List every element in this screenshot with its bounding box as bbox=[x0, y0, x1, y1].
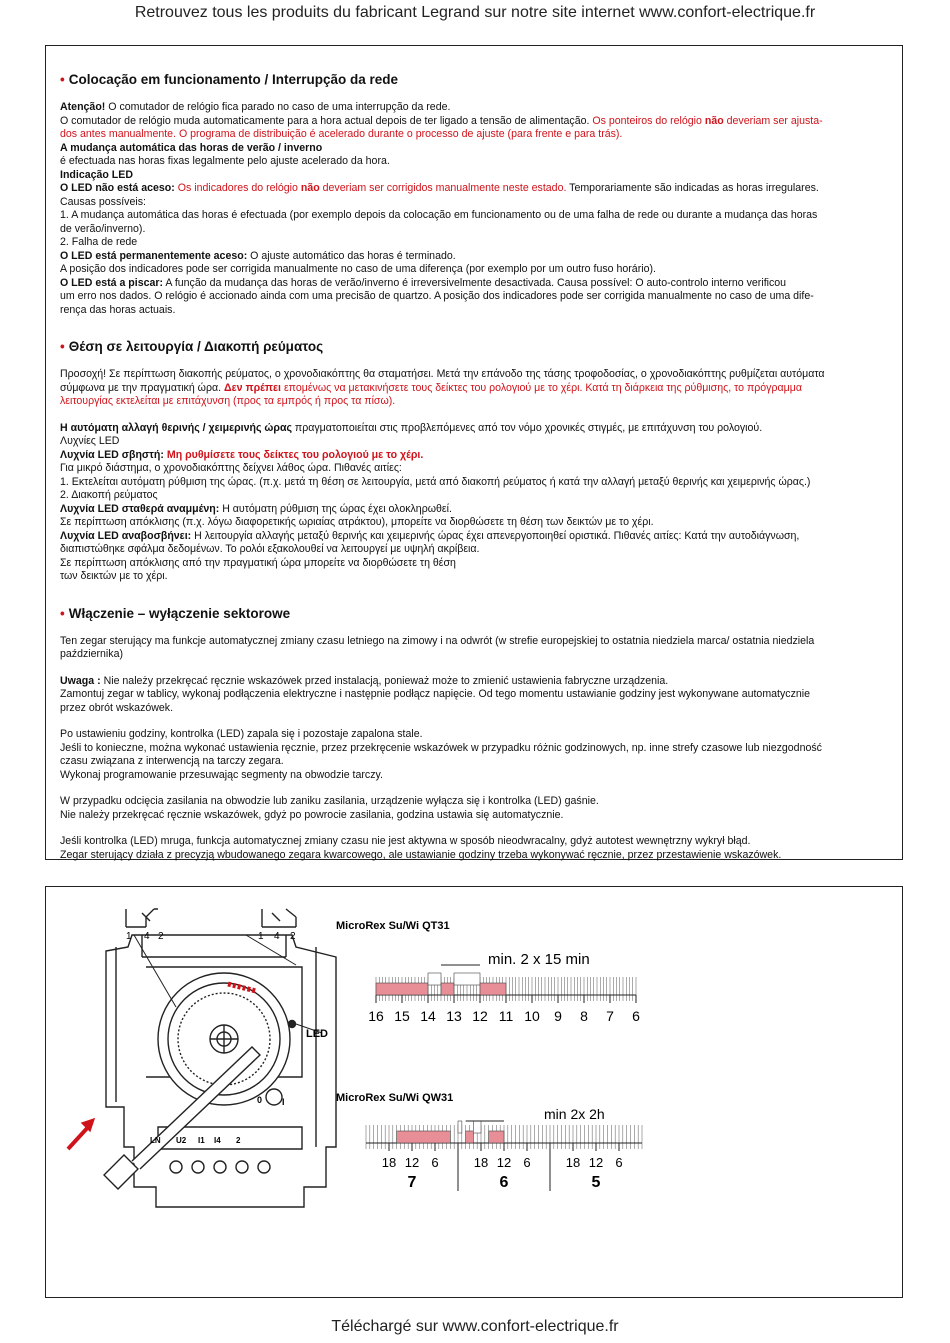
led-label: LED bbox=[306, 1028, 328, 1040]
text-run: Λυχνίες LED bbox=[60, 435, 120, 447]
bottom-terminal-label: U2 bbox=[176, 1136, 187, 1145]
text-run: 2. Falha de rede bbox=[60, 236, 138, 248]
text-line bbox=[60, 382, 888, 396]
text-line bbox=[60, 702, 888, 716]
text-run: é efectuada nas horas fixas legalmente pelo ajuste acelerado da hora. bbox=[60, 155, 390, 167]
qt31-hour-label: 8 bbox=[580, 1008, 588, 1024]
bullet-icon: • bbox=[60, 72, 65, 87]
qw31-hour-label: 6 bbox=[431, 1155, 439, 1170]
text-line bbox=[60, 503, 888, 517]
paragraph-gap bbox=[60, 715, 888, 728]
text-run: Nie należy przekręcać ręcznie wskazówek, gdyż po powrocie zasilania, godzina ustawia się automatycznie. bbox=[60, 808, 564, 821]
qt31-hour-label: 13 bbox=[446, 1008, 462, 1024]
qt31-hour-label: 9 bbox=[554, 1008, 562, 1024]
text-run: Ten zegar sterujący ma funkcje automatycznej zmiany czasu letniego na zimowy i na odwrót (w strefie europejskiej to ostatnia niedziela marca/ ostatnia niedziela bbox=[60, 634, 815, 647]
qt31-annotation: min. 2 x 15 min bbox=[488, 951, 590, 968]
qw31-segment bbox=[397, 1131, 451, 1143]
knob-label: I bbox=[282, 1097, 285, 1107]
text-run: października) bbox=[60, 648, 124, 660]
qt31-hour-label: 12 bbox=[472, 1008, 488, 1024]
text-line bbox=[60, 489, 888, 503]
paragraph-gap bbox=[60, 822, 888, 835]
text-line bbox=[60, 250, 888, 264]
terminal-label: 4 bbox=[274, 931, 280, 942]
text-run: O ajuste automático das horas é terminado. bbox=[247, 249, 456, 262]
bottom-terminal-label: LN bbox=[150, 1136, 161, 1145]
text-line bbox=[60, 849, 888, 863]
qt31-segment bbox=[376, 983, 428, 995]
text-line bbox=[60, 688, 888, 702]
qt31-hour-label: 14 bbox=[420, 1008, 436, 1024]
text-run: um erro nos dados. O relógio é accionado ainda com uma precisão de quartzo. A posição dos indicadores pode ser corrigida manualmente no caso de uma dife- bbox=[60, 290, 814, 302]
terminal-label: 1 bbox=[258, 931, 264, 942]
qw31-hour-label: 18 bbox=[565, 1155, 581, 1170]
text-line bbox=[60, 182, 888, 196]
text-line bbox=[60, 236, 888, 250]
qt31-hour-label: 15 bbox=[394, 1008, 410, 1024]
qt31-title: MicroRex Su/Wi QT31 bbox=[336, 920, 450, 932]
text-line bbox=[60, 462, 888, 476]
text-line bbox=[60, 755, 888, 769]
qt31-segment bbox=[480, 983, 506, 995]
section-title: • Θέση σε λειτουργία / Διακοπή ρεύματος bbox=[60, 339, 324, 354]
text-run: Uwaga : bbox=[60, 674, 101, 687]
qt31-hour-label: 16 bbox=[368, 1008, 384, 1024]
paragraph-gap bbox=[60, 409, 888, 422]
text-run: 1. A mudança automática das horas é efectuada (por exemplo depois da colocação em funcionamento ou de uma falha de rede ou durante a mudança das horas bbox=[60, 209, 818, 221]
text-run: Η αυτόματη αλλαγή θερινής / χειμερινής ώρας bbox=[60, 421, 292, 434]
qw31-hour-label: 6 bbox=[523, 1155, 531, 1170]
text-run: Η λειτουργία αλλαγής μεταξύ θερινής και χειμερινής ώρας έχει απενεργοποιηθεί οριστικά. Πιθανές αιτίες: Κατά την αυτοδιάγνωση, bbox=[191, 529, 800, 542]
text-line bbox=[60, 476, 888, 490]
text-line bbox=[60, 769, 888, 783]
terminal-schematic-left bbox=[126, 909, 158, 927]
text-run: σύμφωνα με την πραγματική ώρα. bbox=[60, 381, 224, 394]
section-body bbox=[60, 101, 888, 317]
qw31-annotation: min 2x 2h bbox=[544, 1106, 605, 1122]
text-run: A função da mudança das horas de verão/inverno é irreversivelmente desactivada. Causa possível: O auto-controlo interno verificou bbox=[163, 276, 787, 289]
terminal-label: 2 bbox=[290, 931, 296, 942]
text-line bbox=[60, 809, 888, 823]
text-run: deveriam ser corrigidos manualmente neste estado. bbox=[319, 182, 567, 194]
qw31-segment bbox=[473, 1121, 481, 1133]
text-run: Jeśli to konieczne, można wykonać ustawienia ręcznie, przez przekręcenie wskazówek w przypadku różnic godzinowych, np. inne strefy czasowe lub niezgodność bbox=[60, 741, 822, 754]
text-run: não bbox=[704, 114, 724, 127]
text-line bbox=[60, 530, 888, 544]
qt31-segment bbox=[441, 983, 454, 995]
qw31-hour-label: 18 bbox=[473, 1155, 489, 1170]
qt31-hour-label: 10 bbox=[524, 1008, 540, 1024]
text-run: Η αυτόματη ρύθμιση της ώρας έχει ολοκληρωθεί. bbox=[219, 502, 452, 515]
terminal-label: 1 bbox=[126, 931, 132, 942]
text-run: dos antes manualmente. O programa de distribuição é acelerado durante o processo de ajuste (para frente e para trás). bbox=[60, 128, 623, 140]
qw31-day-label: 7 bbox=[407, 1174, 417, 1191]
text-line bbox=[60, 223, 888, 237]
text-line bbox=[60, 835, 888, 849]
qt31-scale bbox=[368, 965, 640, 1024]
section-greek bbox=[60, 339, 888, 584]
text-line bbox=[60, 742, 888, 756]
text-run: Σε περίπτωση απόκλισης από την πραγματική ώρα μπορείτε να διορθώσετε τη θέση bbox=[60, 556, 456, 569]
section-title: • Colocação em funcionamento / Interrupção da rede bbox=[60, 72, 399, 87]
text-run: Μη ρυθμίσετε τους δείκτες του ρολογιού με το χέρι. bbox=[166, 448, 424, 461]
section-body bbox=[60, 368, 888, 584]
text-line bbox=[60, 209, 888, 223]
text-run: não bbox=[300, 182, 320, 194]
text-line bbox=[60, 263, 888, 277]
text-line bbox=[60, 728, 888, 742]
text-run: Λυχνία LED αναβοσβήνει: bbox=[60, 529, 192, 542]
text-run: Δεν πρέπει bbox=[224, 381, 282, 394]
text-run: deveriam ser ajusta- bbox=[723, 114, 823, 127]
text-run: Λυχνία LED σβηστή: bbox=[60, 448, 164, 461]
bullet-icon: • bbox=[60, 605, 65, 621]
text-line bbox=[60, 155, 888, 169]
text-run: Temporariamente são indicadas as horas irregulares. bbox=[566, 182, 819, 194]
section-title: • Włączenie – wyłączenie sektorowe bbox=[60, 605, 291, 621]
qt31-hour-label: 6 bbox=[632, 1008, 640, 1024]
terminal-schematic-right bbox=[262, 909, 296, 927]
text-run: Zamontuj zegar w tablicy, wykonaj podłączenia elektryczne i następnie podłącz napięcie. Od tego momentu ustawianie godziny jest wykonywane automatycznie bbox=[60, 688, 811, 700]
text-run: de verão/inverno). bbox=[60, 222, 146, 235]
text-run: επομένως να μετακινήσετε τους δείκτες του ρολογιού με το χέρι. Κατά τη διάρκεια της ρύθμισης, το πρόγραμμα bbox=[281, 381, 802, 394]
section-body bbox=[60, 635, 888, 863]
text-line bbox=[60, 142, 888, 156]
timer-device-illustration bbox=[68, 909, 336, 1207]
text-line bbox=[60, 290, 888, 304]
qt31-segment bbox=[428, 973, 441, 985]
text-run: Atenção! bbox=[60, 101, 106, 113]
text-run: A posição dos indicadores pode ser corrigida manualmente no caso de uma diferença (por exemplo por um outro fuso horário). bbox=[60, 263, 656, 275]
qw31-hour-label: 18 bbox=[381, 1155, 397, 1170]
text-run: πραγματοποιείται στις προβλεπόμενες από τον νόμο χρονικές στιγμές, με επιτάχυνση του ρολογιού. bbox=[291, 421, 763, 434]
text-run: czasu związana z interwencją na tarczy zegara. bbox=[60, 755, 284, 767]
qw31-segment bbox=[466, 1131, 474, 1143]
paragraph-gap bbox=[60, 782, 888, 795]
text-run: Os indicadores do relógio bbox=[174, 182, 301, 194]
text-line bbox=[60, 169, 888, 183]
text-line bbox=[60, 516, 888, 530]
qt31-hour-label: 11 bbox=[498, 1008, 514, 1024]
text-run: Για μικρό διάστημα, ο χρονοδιακόπτης δείχνει λάθος ώρα. Πιθανές αιτίες: bbox=[60, 462, 402, 474]
text-line bbox=[60, 543, 888, 557]
qw31-day-label: 6 bbox=[499, 1174, 509, 1191]
text-run: przez obrót wskazówek. bbox=[60, 701, 174, 714]
text-run: 1. Εκτελείται αυτόματη ρύθμιση της ώρας. (π.χ. μετά τη θέση σε λειτουργία, μετά από διακοπή ρεύματος ή κατά την αλλαγή μεταξύ θερινής και χειμερινής ώρας.) bbox=[60, 475, 811, 488]
text-run: Indicação LED bbox=[60, 168, 133, 181]
text-line bbox=[60, 435, 888, 449]
knob-label: 0 bbox=[257, 1095, 263, 1105]
text-line bbox=[60, 648, 888, 662]
text-run: rença das horas actuais. bbox=[60, 303, 176, 316]
text-run: Zegar sterujący działa z precyzją wbudowanego zegara kwarcowego, ale ustawianie godziny trzeba wykonywać ręcznie, przez przestawienie wskazówek. bbox=[60, 848, 782, 861]
text-line bbox=[60, 101, 888, 115]
bullet-icon: • bbox=[60, 339, 65, 354]
paragraph-gap bbox=[60, 662, 888, 675]
text-line bbox=[60, 449, 888, 463]
text-line bbox=[60, 570, 888, 584]
qw31-hour-label: 12 bbox=[496, 1155, 512, 1170]
text-run: Λυχνία LED σταθερά αναμμένη: bbox=[60, 502, 220, 515]
text-run: Os ponteiros do relógio bbox=[592, 114, 705, 127]
qw31-hour-label: 6 bbox=[615, 1155, 623, 1170]
bottom-terminal-label: I4 bbox=[214, 1136, 221, 1145]
text-line bbox=[60, 557, 888, 571]
text-run: 2. Διακοπή ρεύματος bbox=[60, 489, 158, 501]
qw31-title: MicroRex Su/Wi QW31 bbox=[336, 1092, 454, 1104]
text-run: O LED não está aceso: bbox=[60, 182, 175, 194]
figure-svg bbox=[46, 887, 902, 1297]
instructions-panel bbox=[45, 45, 903, 860]
text-line bbox=[60, 675, 888, 689]
bottom-terminal-label: 2 bbox=[236, 1136, 241, 1145]
text-line bbox=[60, 422, 888, 436]
text-run: διαπιστώθηκε σφάλμα δεδομένων. Το ρολόι εξακολουθεί να λειτουργεί με υψηλή ακρίβεια. bbox=[60, 543, 480, 555]
text-run: των δεικτών με το χέρι. bbox=[60, 570, 168, 582]
section-portuguese bbox=[60, 72, 888, 317]
text-line bbox=[60, 128, 888, 142]
text-run: O LED está a piscar: bbox=[60, 276, 164, 289]
text-line bbox=[60, 395, 888, 409]
text-run: Σε περίπτωση απόκλισης (π.χ. λόγω διαφορετικής ωριαίας ατράκτου), μπορείτε να διορθώσετε τη θέση των δεικτών με το χέρι. bbox=[60, 516, 654, 528]
text-line bbox=[60, 304, 888, 318]
top-banner: Retrouvez tous les produits du fabricant Legrand sur notre site internet www.confort-electrique.fr bbox=[134, 4, 816, 21]
text-line bbox=[60, 277, 888, 291]
qw31-segment bbox=[458, 1121, 462, 1133]
text-line bbox=[60, 368, 888, 382]
qw31-segment bbox=[489, 1131, 504, 1143]
qw31-hour-label: 12 bbox=[404, 1155, 420, 1170]
text-run: λειτουργίας εκτελείται με επιτάχυνση (προς τα εμπρός ή προς τα πίσω). bbox=[60, 395, 396, 407]
qw31-day-label: 5 bbox=[591, 1174, 601, 1191]
qw31-scale bbox=[366, 1121, 642, 1191]
text-line bbox=[60, 115, 888, 129]
text-run: Causas possíveis: bbox=[60, 195, 146, 208]
qt31-hour-label: 7 bbox=[606, 1008, 614, 1024]
qw31-hour-label: 12 bbox=[588, 1155, 604, 1170]
text-run: Jeśli kontrolka (LED) mruga, funkcja automatycznej zmiany czasu nie jest aktywna w sposób nieodwracalny, gdyż autotest wewnętrzny wykrył błąd. bbox=[60, 835, 751, 847]
section-polish bbox=[60, 606, 888, 863]
text-run: O comutador de relógio fica parado no caso de uma interrupção da rede. bbox=[105, 101, 451, 113]
terminal-label: 4 bbox=[144, 931, 150, 942]
text-line bbox=[60, 795, 888, 809]
text-line bbox=[60, 196, 888, 210]
text-run: W przypadku odcięcia zasilania na obwodzie lub zaniku zasilania, urządzenie wyłącza się i kontrolka (LED) gaśnie. bbox=[60, 795, 599, 807]
text-run: A mudança automática das horas de verão / inverno bbox=[60, 141, 323, 154]
figure-panel bbox=[45, 886, 903, 1298]
text-run: O LED está permanentemente aceso: bbox=[60, 249, 248, 262]
text-run: Po ustawieniu godziny, kontrolka (LED) zapala się i pozostaje zapalona stale. bbox=[60, 728, 423, 740]
text-run: O comutador de relógio muda automaticamente para a hora actual depois de ter ligado a tensão de alimentação. bbox=[60, 114, 593, 127]
bottom-terminal-label: I1 bbox=[198, 1136, 205, 1145]
bottom-banner: Téléchargé sur www.confort-electrique.fr bbox=[331, 1318, 619, 1335]
text-run: Προσοχή! Σε περίπτωση διακοπής ρεύματος, ο χρονοδιακόπτης θα σταματήσει. Μετά την επάνοδο της τάσης τροφοδοσίας, ο χρονοδιακόπτης ρυθμίζεται αυτόματα bbox=[60, 368, 825, 380]
terminal-label: 2 bbox=[158, 931, 164, 942]
text-run: Nie należy przekręcać ręcznie wskazówek przed instalacją, ponieważ może to zmienić ustawienia fabryczne urządzenia. bbox=[100, 674, 669, 687]
text-line bbox=[60, 635, 888, 649]
qt31-segment bbox=[454, 973, 480, 985]
text-run: Wykonaj programowanie przesuwając segmenty na obwodzie tarczy. bbox=[60, 768, 383, 781]
